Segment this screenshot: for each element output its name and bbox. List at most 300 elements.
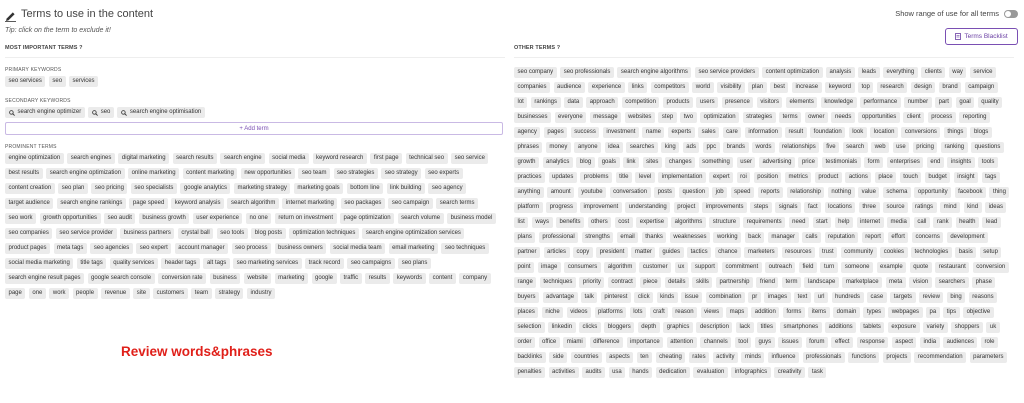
- term-chip[interactable]: [639, 262, 671, 273]
- term-chip[interactable]: [886, 277, 906, 288]
- term-chip[interactable]: [969, 292, 997, 303]
- term-chip[interactable]: [901, 127, 940, 138]
- term-chip[interactable]: [651, 82, 689, 93]
- term-chip[interactable]: [880, 247, 907, 258]
- term-chip[interactable]: [775, 202, 801, 213]
- term-chip[interactable]: [860, 97, 901, 108]
- term-chip[interactable]: [398, 213, 444, 224]
- term-chip[interactable]: [863, 307, 884, 318]
- term-chip[interactable]: [940, 202, 960, 213]
- term-chip[interactable]: [5, 213, 36, 224]
- term-chip[interactable]: [220, 153, 265, 164]
- term-chip[interactable]: [956, 97, 974, 108]
- term-chip[interactable]: [832, 292, 864, 303]
- term-chip[interactable]: [973, 262, 1009, 273]
- term-chip[interactable]: [429, 273, 456, 284]
- term-chip[interactable]: [514, 67, 557, 78]
- term-chip[interactable]: [989, 187, 1009, 198]
- term-chip[interactable]: [625, 202, 670, 213]
- term-chip[interactable]: [340, 273, 362, 284]
- term-chip[interactable]: [756, 277, 778, 288]
- term-chip[interactable]: [546, 202, 576, 213]
- term-chip[interactable]: [743, 112, 776, 123]
- term-chip[interactable]: [921, 67, 945, 78]
- term-chip[interactable]: [935, 277, 968, 288]
- term-chip[interactable]: [910, 262, 932, 273]
- term-chip[interactable]: [5, 76, 45, 87]
- term-chip[interactable]: [706, 292, 745, 303]
- term-chip[interactable]: [571, 127, 600, 138]
- term-chip[interactable]: [888, 322, 920, 333]
- term-chip[interactable]: [91, 183, 127, 194]
- term-chip[interactable]: [928, 112, 956, 123]
- term-chip[interactable]: [871, 142, 889, 153]
- term-chip[interactable]: [691, 262, 718, 273]
- term-chip[interactable]: [180, 183, 230, 194]
- term-chip[interactable]: [596, 247, 628, 258]
- term-chip[interactable]: [630, 307, 646, 318]
- term-chip[interactable]: [806, 337, 828, 348]
- term-chip[interactable]: [663, 322, 693, 333]
- term-chip[interactable]: [49, 76, 66, 87]
- term-chip[interactable]: [406, 153, 448, 164]
- term-chip[interactable]: [768, 352, 799, 363]
- term-chip[interactable]: [859, 202, 880, 213]
- term-chip[interactable]: [857, 217, 884, 228]
- term-chip[interactable]: [804, 277, 838, 288]
- term-chip[interactable]: [913, 142, 938, 153]
- term-chip[interactable]: [110, 258, 158, 269]
- term-chip[interactable]: [347, 183, 383, 194]
- term-chip[interactable]: [681, 292, 702, 303]
- term-chip[interactable]: [191, 288, 211, 299]
- term-chip[interactable]: [573, 247, 593, 258]
- term-chip[interactable]: [709, 172, 733, 183]
- term-chip[interactable]: [735, 337, 752, 348]
- term-chip[interactable]: [636, 217, 667, 228]
- term-chip[interactable]: [544, 127, 567, 138]
- term-chip[interactable]: [715, 247, 741, 258]
- term-chip[interactable]: [717, 82, 745, 93]
- term-chip[interactable]: [312, 273, 337, 284]
- term-chip[interactable]: [233, 258, 301, 269]
- term-chip[interactable]: [701, 307, 723, 318]
- term-chip[interactable]: [514, 142, 542, 153]
- term-chip[interactable]: [139, 213, 189, 224]
- term-chip[interactable]: [29, 288, 46, 299]
- term-chip[interactable]: [251, 228, 285, 239]
- term-chip[interactable]: [173, 153, 217, 164]
- term-chip[interactable]: [943, 337, 977, 348]
- term-chip[interactable]: [579, 322, 601, 333]
- term-chip[interactable]: [514, 307, 538, 318]
- term-chip[interactable]: [56, 228, 117, 239]
- term-chip[interactable]: [665, 277, 689, 288]
- term-chip[interactable]: [751, 307, 779, 318]
- term-chip[interactable]: [544, 247, 570, 258]
- term-chip[interactable]: [935, 262, 969, 273]
- term-chip[interactable]: [49, 288, 69, 299]
- term-chip[interactable]: [779, 142, 820, 153]
- term-chip[interactable]: [759, 157, 795, 168]
- term-chip[interactable]: [947, 157, 974, 168]
- term-chip[interactable]: [129, 198, 167, 209]
- term-chip[interactable]: [888, 232, 909, 243]
- term-chip[interactable]: [5, 273, 84, 284]
- term-chip[interactable]: [282, 198, 337, 209]
- term-chip[interactable]: [986, 322, 999, 333]
- term-chip[interactable]: [46, 168, 124, 179]
- term-chip[interactable]: [798, 157, 818, 168]
- term-chip[interactable]: [954, 172, 978, 183]
- term-chip[interactable]: [549, 367, 579, 378]
- term-chip[interactable]: [883, 202, 908, 213]
- term-chip[interactable]: [883, 67, 918, 78]
- term-chip[interactable]: [822, 157, 861, 168]
- term-chip[interactable]: [298, 168, 330, 179]
- term-chip[interactable]: [709, 217, 739, 228]
- term-chip[interactable]: [841, 262, 873, 273]
- term-chip[interactable]: [867, 292, 887, 303]
- term-chip[interactable]: [841, 247, 877, 258]
- term-chip[interactable]: [675, 262, 688, 273]
- term-chip[interactable]: [657, 292, 678, 303]
- term-chip[interactable]: [5, 243, 50, 254]
- term-chip[interactable]: [875, 172, 896, 183]
- term-chip[interactable]: [982, 217, 1000, 228]
- term-chip[interactable]: [514, 352, 546, 363]
- term-chip[interactable]: [833, 307, 860, 318]
- term-chip[interactable]: [933, 217, 952, 228]
- term-chip[interactable]: [580, 172, 612, 183]
- term-chip[interactable]: [815, 172, 842, 183]
- term-chip[interactable]: [693, 367, 727, 378]
- term-chip[interactable]: [428, 183, 466, 194]
- term-chip[interactable]: [5, 258, 73, 269]
- term-chip[interactable]: [737, 157, 756, 168]
- term-chip[interactable]: [722, 262, 762, 273]
- term-chip[interactable]: [819, 247, 838, 258]
- term-chip[interactable]: [588, 82, 624, 93]
- term-chip[interactable]: [133, 288, 149, 299]
- term-chip[interactable]: [687, 247, 711, 258]
- term-chip[interactable]: [161, 258, 200, 269]
- term-chip[interactable]: [546, 142, 571, 153]
- term-chip[interactable]: [128, 168, 179, 179]
- term-chip[interactable]: [849, 127, 867, 138]
- term-chip[interactable]: [5, 228, 52, 239]
- term-chip[interactable]: [203, 258, 229, 269]
- term-chip[interactable]: [947, 292, 965, 303]
- term-chip[interactable]: [57, 198, 126, 209]
- term-chip[interactable]: [241, 168, 295, 179]
- term-chip[interactable]: [903, 112, 924, 123]
- term-chip[interactable]: [549, 352, 567, 363]
- term-chip[interactable]: [981, 337, 998, 348]
- term-chip[interactable]: [514, 247, 540, 258]
- term-chip[interactable]: [825, 322, 856, 333]
- term-chip[interactable]: [912, 232, 943, 243]
- term-chip[interactable]: [305, 258, 344, 269]
- term-chip[interactable]: [808, 367, 826, 378]
- term-chip[interactable]: [782, 247, 815, 258]
- term-chip[interactable]: [713, 352, 738, 363]
- term-chip[interactable]: [700, 112, 739, 123]
- term-chip[interactable]: [978, 157, 998, 168]
- term-chip[interactable]: [578, 187, 606, 198]
- term-chip[interactable]: [586, 97, 618, 108]
- term-chip[interactable]: [825, 82, 854, 93]
- term-chip[interactable]: [246, 213, 271, 224]
- term-chip[interactable]: [672, 307, 697, 318]
- term-chip[interactable]: [699, 157, 734, 168]
- term-chip[interactable]: [531, 97, 561, 108]
- term-chip[interactable]: [825, 202, 856, 213]
- term-chip[interactable]: [543, 292, 578, 303]
- term-chip[interactable]: [330, 243, 385, 254]
- term-chip[interactable]: [656, 352, 686, 363]
- term-chip[interactable]: [217, 228, 248, 239]
- term-chip[interactable]: [955, 247, 976, 258]
- term-chip[interactable]: [825, 232, 859, 243]
- term-chip[interactable]: [605, 142, 623, 153]
- term-chip[interactable]: [441, 243, 488, 254]
- term-chip[interactable]: [778, 337, 802, 348]
- term-chip[interactable]: [514, 112, 551, 123]
- term-chip[interactable]: [985, 202, 1006, 213]
- term-chip[interactable]: [703, 142, 720, 153]
- term-chip[interactable]: [67, 153, 115, 164]
- term-chip[interactable]: [780, 322, 822, 333]
- term-chip[interactable]: [723, 142, 748, 153]
- term-chip[interactable]: [970, 67, 996, 78]
- term-chip[interactable]: [713, 232, 741, 243]
- term-chip[interactable]: [347, 258, 394, 269]
- term-chip[interactable]: [514, 97, 527, 108]
- term-chip[interactable]: [892, 337, 917, 348]
- term-chip[interactable]: [831, 337, 853, 348]
- term-chip[interactable]: [590, 112, 621, 123]
- term-chip[interactable]: [451, 153, 488, 164]
- term-chip[interactable]: [5, 198, 53, 209]
- term-chip[interactable]: [965, 82, 998, 93]
- term-chip[interactable]: [580, 202, 622, 213]
- term-chip[interactable]: [755, 337, 775, 348]
- term-chip[interactable]: [136, 243, 171, 254]
- term-chip[interactable]: [914, 352, 966, 363]
- term-chip[interactable]: [803, 352, 845, 363]
- term-chip[interactable]: [381, 168, 421, 179]
- term-chip[interactable]: [556, 217, 584, 228]
- term-chip[interactable]: [88, 273, 155, 284]
- term-chip[interactable]: [549, 172, 577, 183]
- term-chip[interactable]: [911, 247, 952, 258]
- term-chip[interactable]: [637, 352, 652, 363]
- term-chip[interactable]: [680, 112, 696, 123]
- range-toggle[interactable]: [1004, 10, 1018, 18]
- term-chip[interactable]: [970, 352, 1007, 363]
- term-chip[interactable]: [389, 243, 438, 254]
- term-chip[interactable]: [870, 127, 898, 138]
- term-chip[interactable]: [799, 262, 817, 273]
- term-chip[interactable]: [698, 127, 719, 138]
- term-chip[interactable]: [616, 172, 632, 183]
- term-chip[interactable]: [843, 142, 868, 153]
- term-chip[interactable]: [805, 112, 828, 123]
- term-chip[interactable]: [626, 142, 657, 153]
- term-chip[interactable]: [726, 307, 748, 318]
- term-chip[interactable]: [679, 187, 709, 198]
- term-chip[interactable]: [628, 82, 647, 93]
- add-term-button[interactable]: + Add term: [5, 122, 503, 135]
- term-chip[interactable]: [860, 322, 885, 333]
- term-chip[interactable]: [625, 112, 655, 123]
- term-chip[interactable]: [757, 322, 776, 333]
- term-chip[interactable]: [658, 172, 706, 183]
- term-chip[interactable]: [158, 273, 206, 284]
- term-chip[interactable]: [883, 352, 911, 363]
- term-chip[interactable]: [604, 262, 636, 273]
- term-chip[interactable]: [978, 97, 1002, 108]
- term-chip[interactable]: [671, 217, 706, 228]
- term-chip[interactable]: [582, 367, 605, 378]
- term-chip[interactable]: [845, 172, 871, 183]
- term-chip[interactable]: [77, 258, 106, 269]
- term-chip[interactable]: [564, 262, 600, 273]
- term-chip[interactable]: [643, 157, 662, 168]
- term-chip[interactable]: [627, 337, 664, 348]
- term-chip[interactable]: [696, 97, 718, 108]
- term-chip[interactable]: [971, 142, 1004, 153]
- terms-blacklist-button[interactable]: [945, 28, 1018, 45]
- term-chip[interactable]: [744, 247, 778, 258]
- term-chip[interactable]: [695, 67, 759, 78]
- term-chip[interactable]: [193, 213, 243, 224]
- term-chip[interactable]: [514, 262, 534, 273]
- term-chip[interactable]: [683, 142, 700, 153]
- term-chip[interactable]: [539, 232, 578, 243]
- term-chip[interactable]: [787, 187, 825, 198]
- term-chip[interactable]: [909, 277, 931, 288]
- term-chip[interactable]: [848, 352, 879, 363]
- term-chip[interactable]: [560, 67, 614, 78]
- term-chip[interactable]: [104, 213, 135, 224]
- term-chip[interactable]: [548, 322, 575, 333]
- term-chip[interactable]: [858, 67, 879, 78]
- term-chip[interactable]: [692, 82, 713, 93]
- term-chip[interactable]: [650, 307, 669, 318]
- term-chip[interactable]: [642, 232, 667, 243]
- term-chip[interactable]: [842, 277, 882, 288]
- term-chip[interactable]: [949, 67, 967, 78]
- term-chip[interactable]: [623, 157, 639, 168]
- term-chip[interactable]: [689, 352, 709, 363]
- term-chip[interactable]: [754, 172, 782, 183]
- term-chip[interactable]: [731, 187, 754, 198]
- term-chip[interactable]: [538, 262, 561, 273]
- term-chip[interactable]: [656, 367, 690, 378]
- term-chip[interactable]: [654, 187, 675, 198]
- term-chip[interactable]: [275, 273, 308, 284]
- term-chip[interactable]: [90, 243, 132, 254]
- term-chip[interactable]: [514, 232, 535, 243]
- term-chip[interactable]: [731, 367, 770, 378]
- term-chip[interactable]: [117, 107, 204, 118]
- term-chip[interactable]: [887, 157, 924, 168]
- term-chip[interactable]: [398, 258, 431, 269]
- term-chip[interactable]: [768, 232, 799, 243]
- term-chip[interactable]: [820, 262, 837, 273]
- term-chip[interactable]: [888, 307, 922, 318]
- term-chip[interactable]: [571, 352, 602, 363]
- term-chip[interactable]: [743, 217, 785, 228]
- term-chip[interactable]: [5, 183, 55, 194]
- term-chip[interactable]: [629, 367, 652, 378]
- term-chip[interactable]: [912, 202, 937, 213]
- term-chip[interactable]: [604, 322, 634, 333]
- term-chip[interactable]: [970, 127, 991, 138]
- term-chip[interactable]: [582, 232, 614, 243]
- term-chip[interactable]: [980, 247, 1002, 258]
- term-chip[interactable]: [943, 307, 959, 318]
- term-chip[interactable]: [5, 288, 25, 299]
- term-chip[interactable]: [598, 157, 619, 168]
- term-chip[interactable]: [947, 232, 988, 243]
- term-chip[interactable]: [425, 168, 463, 179]
- term-chip[interactable]: [925, 172, 950, 183]
- term-chip[interactable]: [73, 288, 98, 299]
- term-chip[interactable]: [808, 307, 829, 318]
- term-chip[interactable]: [588, 217, 612, 228]
- term-chip[interactable]: [69, 76, 98, 87]
- term-chip[interactable]: [955, 187, 986, 198]
- term-chip[interactable]: [674, 202, 699, 213]
- term-chip[interactable]: [783, 307, 805, 318]
- term-chip[interactable]: [554, 82, 585, 93]
- term-chip[interactable]: [670, 232, 710, 243]
- term-chip[interactable]: [514, 157, 539, 168]
- term-chip[interactable]: [883, 187, 911, 198]
- term-chip[interactable]: [919, 292, 943, 303]
- term-chip[interactable]: [789, 217, 809, 228]
- term-chip[interactable]: [5, 168, 43, 179]
- term-chip[interactable]: [635, 172, 654, 183]
- term-chip[interactable]: [862, 232, 885, 243]
- term-chip[interactable]: [234, 183, 290, 194]
- term-chip[interactable]: [752, 142, 775, 153]
- term-chip[interactable]: [802, 232, 821, 243]
- term-chip[interactable]: [939, 82, 961, 93]
- term-chip[interactable]: [774, 367, 805, 378]
- term-chip[interactable]: [576, 157, 594, 168]
- term-chip[interactable]: [514, 172, 545, 183]
- term-chip[interactable]: [665, 157, 695, 168]
- term-chip[interactable]: [334, 168, 378, 179]
- term-chip[interactable]: [370, 153, 402, 164]
- term-chip[interactable]: [764, 292, 790, 303]
- term-chip[interactable]: [914, 217, 930, 228]
- term-chip[interactable]: [40, 213, 101, 224]
- term-chip[interactable]: [702, 202, 747, 213]
- term-chip[interactable]: [275, 213, 337, 224]
- term-chip[interactable]: [748, 292, 760, 303]
- term-chip[interactable]: [595, 307, 627, 318]
- term-chip[interactable]: [447, 213, 496, 224]
- term-chip[interactable]: [935, 97, 952, 108]
- term-chip[interactable]: [227, 198, 278, 209]
- term-chip[interactable]: [765, 262, 795, 273]
- term-chip[interactable]: [514, 337, 535, 348]
